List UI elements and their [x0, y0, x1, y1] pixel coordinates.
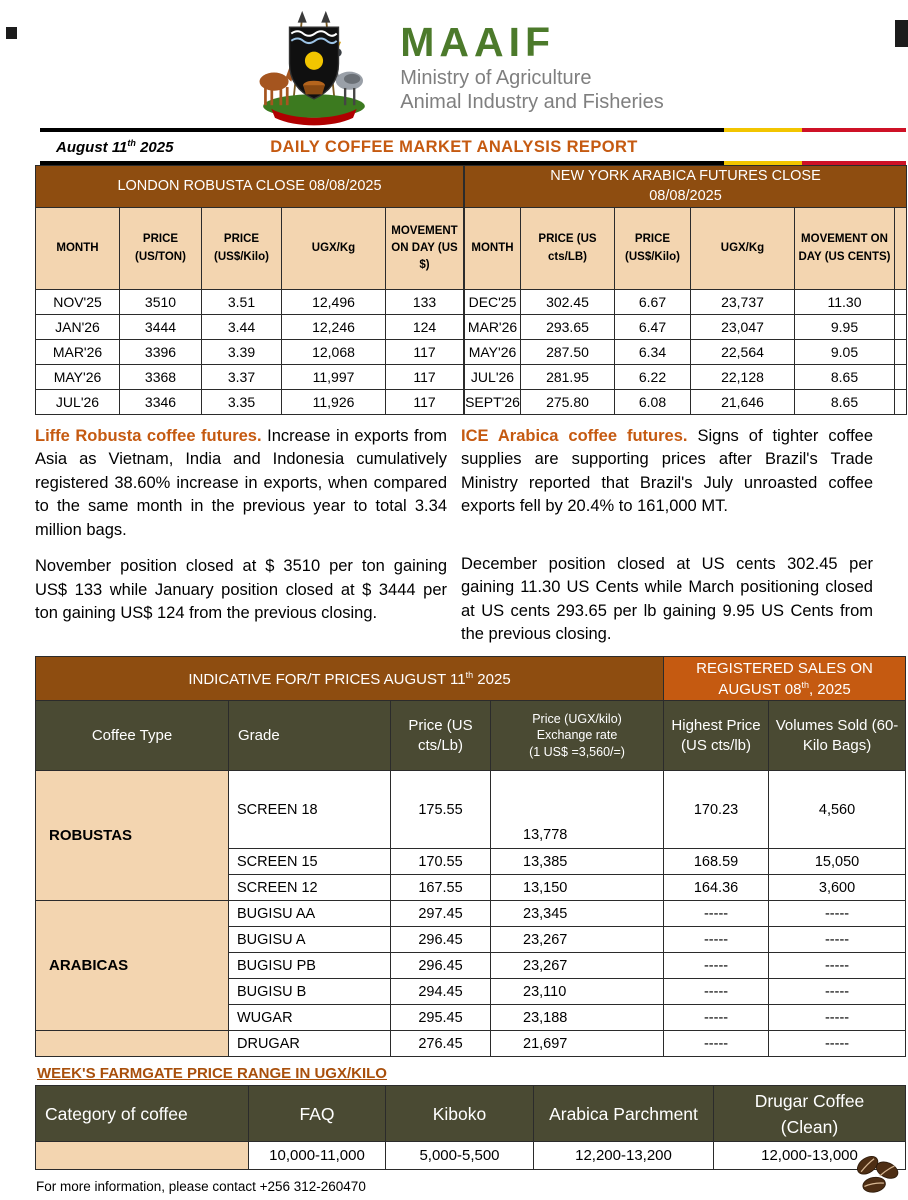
cell: 10,000-11,000 [249, 1142, 386, 1170]
cell: 23,188 [491, 1005, 664, 1031]
farmgate-heading: WEEK'S FARMGATE PRICE RANGE IN UGX/KILO [37, 1065, 387, 1083]
cell: 167.55 [391, 875, 491, 901]
cell: 15,050 [769, 849, 906, 875]
cell: 170.23 [664, 771, 769, 849]
cell: 6.22 [615, 365, 691, 390]
cell: MAR'26 [36, 340, 120, 365]
cell: 296.45 [391, 927, 491, 953]
coffee-type-arabicas: ARABICAS [36, 901, 229, 1031]
report-title: DAILY COFFEE MARKET ANALYSIS REPORT [270, 138, 638, 156]
london-title-row [36, 166, 464, 208]
ugx-header-line3: (1 US$ =3,560/=) [529, 745, 625, 760]
robusta-commentary-column [35, 425, 447, 646]
cell: 124 [386, 315, 464, 340]
table-row [465, 390, 907, 415]
coffee-type-robustas: ROBUSTAS [36, 771, 229, 901]
cell: SCREEN 18 [229, 771, 391, 849]
cell: ----- [769, 927, 906, 953]
cell: 297.45 [391, 901, 491, 927]
newyork-columns-row [465, 208, 907, 290]
cell: 11,926 [282, 390, 386, 415]
london-robusta-table [35, 165, 464, 415]
indicative-title-year: 2025 [473, 670, 511, 688]
column-header-category: Category of coffee [36, 1086, 249, 1142]
cell: 12,200-13,200 [534, 1142, 714, 1170]
coffee-type-empty-cell [36, 1031, 229, 1057]
cell: 133 [386, 290, 464, 315]
indicative-columns-row [36, 701, 906, 771]
cell: 287.50 [521, 340, 615, 365]
table-row [36, 315, 464, 340]
cell: MAY'26 [465, 340, 521, 365]
coffee-beans-icon [853, 1152, 905, 1198]
arabica-paragraph-2: December position closed at US cents 302.45 per gaining 11.30 US Cents while March positioning closed at US cents 293.65 per lb gaining 9.95 US Cents from the previous closing. [461, 554, 873, 643]
cell: 23,737 [691, 290, 795, 315]
cell: ----- [664, 901, 769, 927]
table-row [465, 340, 907, 365]
cell: 3510 [120, 290, 202, 315]
scan-artifact-right [895, 20, 908, 47]
cell: DRUGAR [229, 1031, 391, 1057]
table-row [36, 365, 464, 390]
indicative-title-text: INDICATIVE FOR/T PRICES AUGUST 11 [188, 670, 466, 688]
market-commentary-section [35, 425, 873, 646]
spacer-cell [895, 365, 907, 390]
column-header-month: MONTH [465, 208, 521, 290]
column-header-price-lb: PRICE (US cts/LB) [521, 208, 615, 290]
cell: 11.30 [795, 290, 895, 315]
cell: 23,110 [491, 979, 664, 1005]
column-header-grade: Grade [229, 701, 391, 771]
table-row [36, 390, 464, 415]
column-header-price-kilo: PRICE (US$/Kilo) [202, 208, 282, 290]
column-header-movement: MOVEMENT ON DAY (US CENTS) [795, 208, 895, 290]
spacer-cell [895, 290, 907, 315]
org-name-line1: Ministry of Agriculture [400, 67, 592, 90]
cell: 302.45 [521, 290, 615, 315]
cell: 164.36 [664, 875, 769, 901]
cell: BUGISU AA [229, 901, 391, 927]
indicative-title-superscript: th [465, 669, 474, 680]
cell: JAN'26 [36, 315, 120, 340]
robusta-text-1: Increase in exports from Asia as Vietnam, India and Indonesia cumulatively registered 38.60% increase in exports, when compared to the same month in the previous year to total 3.34 million bags. [35, 427, 447, 539]
indicative-prices-table [35, 656, 906, 1057]
cell: SCREEN 15 [229, 849, 391, 875]
cell: 6.08 [615, 390, 691, 415]
futures-tables-section [35, 165, 908, 415]
cell: 23,267 [491, 927, 664, 953]
table-row [36, 771, 906, 849]
newyork-title-row [465, 166, 907, 208]
registered-sales-text: REGISTERED SALES ON AUGUST 08 [696, 659, 873, 698]
column-header-month: MONTH [36, 208, 120, 290]
column-header-faq: FAQ [249, 1086, 386, 1142]
table-row [36, 340, 464, 365]
cell: ----- [664, 1005, 769, 1031]
cell: ----- [664, 953, 769, 979]
column-header-movement: MOVEMENT ON DAY (US $) [386, 208, 464, 290]
cell: 117 [386, 365, 464, 390]
spacer-cell [895, 208, 907, 290]
cell: 293.65 [521, 315, 615, 340]
table-row [465, 315, 907, 340]
cell: 12,246 [282, 315, 386, 340]
column-header-kiboko: Kiboko [386, 1086, 534, 1142]
cell: 9.05 [795, 340, 895, 365]
scan-artifact-left [6, 27, 17, 39]
cell: ----- [769, 901, 906, 927]
spacer-cell [895, 340, 907, 365]
registered-sales-superscript: th [801, 679, 809, 690]
cell: 3.39 [202, 340, 282, 365]
table-row [36, 1031, 906, 1057]
table-row [36, 290, 464, 315]
cell: 275.80 [521, 390, 615, 415]
cell: 21,697 [491, 1031, 664, 1057]
column-header-price-ton: PRICE (US/TON) [120, 208, 202, 290]
robusta-lead: Liffe Robusta coffee futures. [35, 427, 262, 445]
cell: 117 [386, 390, 464, 415]
farmgate-price-table [35, 1085, 906, 1170]
cell: 12,000-13,000 [714, 1142, 906, 1170]
org-acronym: MAAIF [400, 19, 556, 66]
cell: ----- [664, 1031, 769, 1057]
cell: 12,496 [282, 290, 386, 315]
newyork-arabica-table [464, 165, 907, 415]
cell: 21,646 [691, 390, 795, 415]
indicative-title [36, 657, 664, 701]
cell: MAY'26 [36, 365, 120, 390]
cell: 3346 [120, 390, 202, 415]
indicative-title-row [36, 657, 906, 701]
column-header-arabica-parchment: Arabica Parchment [534, 1086, 714, 1142]
cell: 175.55 [391, 771, 491, 849]
cell: 168.59 [664, 849, 769, 875]
title-row [0, 134, 908, 160]
report-header [0, 0, 908, 128]
cell: 6.34 [615, 340, 691, 365]
cell: 8.65 [795, 365, 895, 390]
cell: 22,564 [691, 340, 795, 365]
cell: ----- [769, 1031, 906, 1057]
cell: 23,267 [491, 953, 664, 979]
date-text: August 11 [56, 139, 128, 156]
cell: 13,385 [491, 849, 664, 875]
cell: 276.45 [391, 1031, 491, 1057]
cell: ----- [664, 979, 769, 1005]
registered-sales-title [664, 657, 906, 701]
ugx-header-line1: Price (UGX/kilo) [532, 711, 622, 726]
ugx-header-line2: Exchange rate [536, 728, 618, 743]
cell: 117 [386, 340, 464, 365]
cell: WUGAR [229, 1005, 391, 1031]
cell: 296.45 [391, 953, 491, 979]
footer-contact: For more information, please contact +256 312-260470 [36, 1179, 366, 1195]
cell: 170.55 [391, 849, 491, 875]
cell: BUGISU B [229, 979, 391, 1005]
cell: BUGISU A [229, 927, 391, 953]
date-superscript: th [127, 138, 136, 148]
cell: 3.37 [202, 365, 282, 390]
cell: 3,600 [769, 875, 906, 901]
cell: ----- [769, 1005, 906, 1031]
cell: 294.45 [391, 979, 491, 1005]
column-header-coffee-type: Coffee Type [36, 701, 229, 771]
cell: NOV'25 [36, 290, 120, 315]
cell: 3396 [120, 340, 202, 365]
cell: 13,150 [491, 875, 664, 901]
cell: JUL'26 [465, 365, 521, 390]
arabica-paragraph-1 [461, 425, 873, 519]
cell: 8.65 [795, 390, 895, 415]
cell: JUL'26 [36, 390, 120, 415]
arabica-lead: ICE Arabica coffee futures. [461, 427, 688, 445]
org-name-line2: Animal Industry and Fisheries [400, 91, 664, 114]
arabica-text-1: Signs of tighter coffee supplies are supporting prices after Brazil's Trade Ministry reported that Brazil's July unroasted coffee exports fell by 20.4% to 161,000 MT. [461, 427, 874, 516]
cell: ----- [769, 979, 906, 1005]
newyork-table-title [465, 166, 907, 208]
cell: MAR'26 [465, 315, 521, 340]
column-header-ugx: UGX/Kg [691, 208, 795, 290]
cell: 5,000-5,500 [386, 1142, 534, 1170]
london-columns-row [36, 208, 464, 290]
cell: 23,047 [691, 315, 795, 340]
arabica-commentary-column [461, 425, 873, 646]
cell: DEC'25 [465, 290, 521, 315]
column-header-drugar: Drugar Coffee (Clean) [714, 1086, 906, 1142]
cell: 4,560 [769, 771, 906, 849]
table-row [36, 1142, 906, 1170]
cell: SCREEN 12 [229, 875, 391, 901]
robusta-paragraph-2: November position closed at $ 3510 per ton gaining US$ 133 while January position closed at $ 3444 per ton gaining US$ 124 from the previous closing. [35, 557, 447, 622]
cell: 295.45 [391, 1005, 491, 1031]
cell [36, 1142, 249, 1170]
uganda-coat-of-arms-logo [244, 9, 384, 127]
spacer-cell [895, 315, 907, 340]
column-header-price-kilo: PRICE (US$/Kilo) [615, 208, 691, 290]
cell: 3.44 [202, 315, 282, 340]
column-header-ugx-price [491, 701, 664, 771]
cell: ----- [664, 927, 769, 953]
column-header-ugx: UGX/Kg [282, 208, 386, 290]
farmgate-columns-row [36, 1086, 906, 1142]
cell: 3.51 [202, 290, 282, 315]
london-table-title: LONDON ROBUSTA CLOSE 08/08/2025 [36, 166, 464, 208]
cell: ----- [769, 953, 906, 979]
report-date [56, 138, 173, 156]
column-header-highest-price: Highest Price (US cts/lb) [664, 701, 769, 771]
registered-sales-year: , 2025 [808, 680, 851, 698]
cell: SEPT'26 [465, 390, 521, 415]
cell: 11,997 [282, 365, 386, 390]
newyork-title-line1: NEW YORK ARABICA FUTURES CLOSE [550, 167, 821, 184]
cell: 3444 [120, 315, 202, 340]
newyork-title-line2: 08/08/2025 [649, 187, 722, 204]
robusta-paragraph-1 [35, 425, 447, 542]
column-header-volumes: Volumes Sold (60-Kilo Bags) [769, 701, 906, 771]
cell: 3368 [120, 365, 202, 390]
flag-divider-top [40, 128, 906, 132]
cell: 6.47 [615, 315, 691, 340]
column-header-price: Price (US cts/Lb) [391, 701, 491, 771]
table-row [465, 290, 907, 315]
cell: 3.35 [202, 390, 282, 415]
cell: BUGISU PB [229, 953, 391, 979]
cell: 22,128 [691, 365, 795, 390]
cell: 6.67 [615, 290, 691, 315]
spacer-cell [895, 390, 907, 415]
cell: 12,068 [282, 340, 386, 365]
org-brand-block [400, 21, 663, 114]
table-row [465, 365, 907, 390]
cell: 13,778 [491, 771, 664, 849]
cell: 23,345 [491, 901, 664, 927]
cell: 9.95 [795, 315, 895, 340]
cell: 281.95 [521, 365, 615, 390]
date-year: 2025 [135, 139, 174, 156]
table-row [36, 901, 906, 927]
